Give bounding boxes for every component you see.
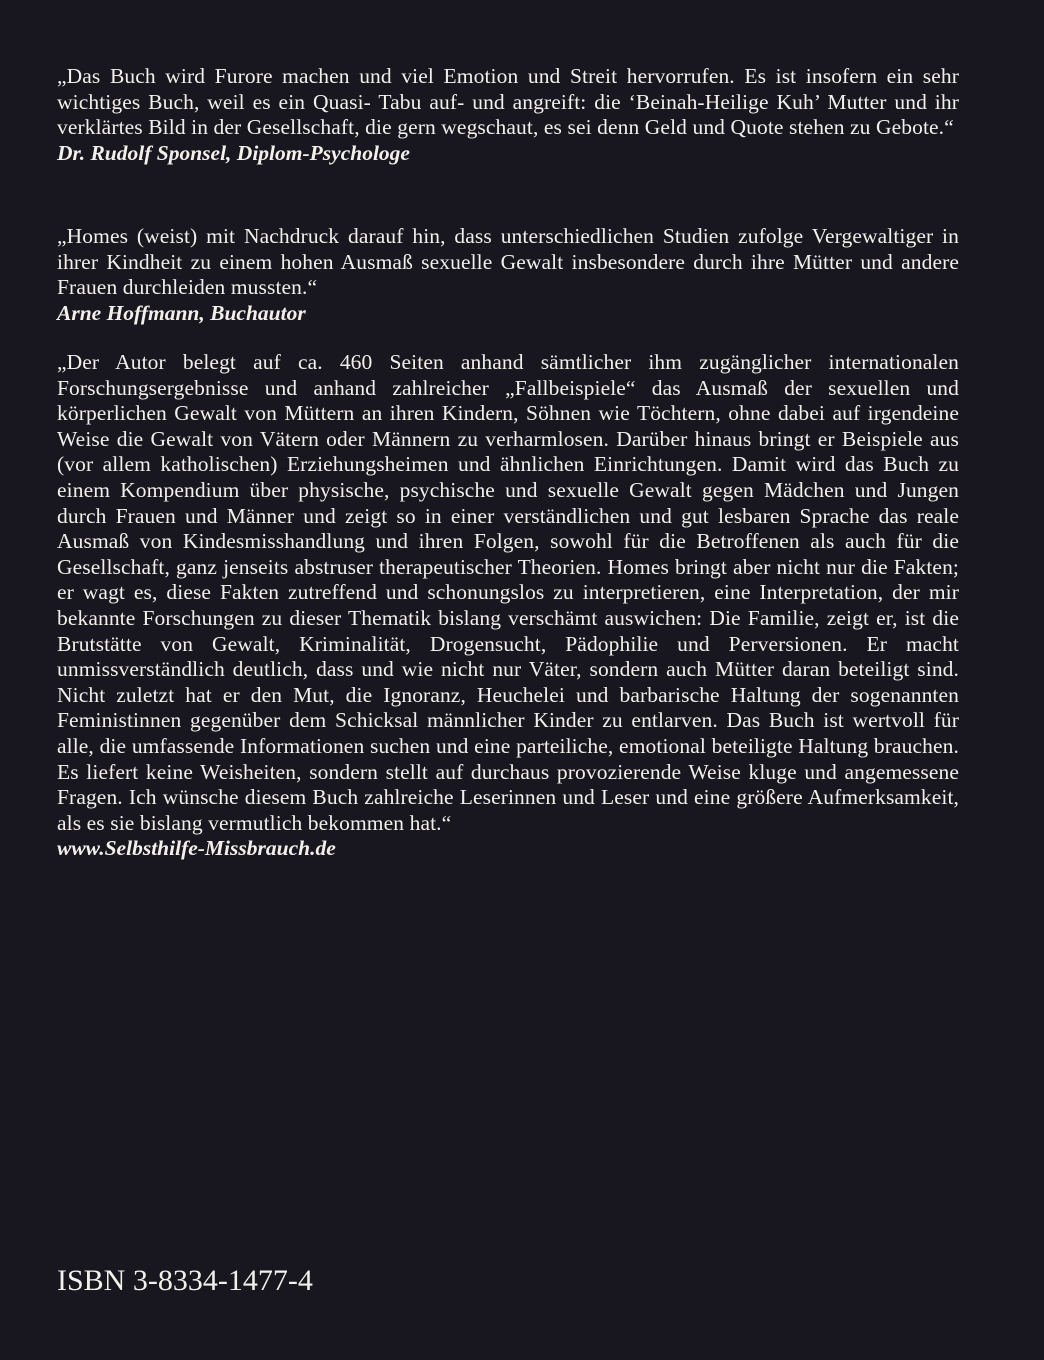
review-block (57, 64, 959, 166)
isbn-number: ISBN 3-8334-1477-4 (57, 1264, 313, 1297)
review-attribution: www.Selbsthilfe-Missbrauch.de (57, 836, 336, 861)
review-attribution: Arne Hoffmann, Buchautor (57, 300, 306, 325)
review-quote: „Der Autor belegt auf ca. 460 Seiten anhand sämtlicher ihm zugänglicher internationalen Forschungsergebnisse und anhand zahlreicher „Fallbeispiele“ das Ausmaß der sexuellen und körperlichen Gewalt von Müttern an ihren Kindern, Söhnen wie Töchtern, ohne dabei auf irgendeine Weise die Gewalt von Vätern oder Männern zu verharmlosen. Darüber hinaus bringt er Beispiele aus (vor allem katholischen) Erziehungsheimen und ähnlichen Einrichtungen. Damit wird das Buch zu einem Kompendium über physische, psychische und sexuelle Gewalt gegen Mädchen und Jungen durch Frauen und Männer und zeigt so in einer verständlichen und gut lesbaren Sprache das reale Ausmaß von Kindesmisshandlung und ihren Folgen, sowohl für die Betroffenen als auch für die Gesellschaft, ganz jenseits abstruser therapeutischer Theorien. Homes bringt aber nicht nur die Fakten; er wagt es, diese Fakten zutreffend und schonungslos zu interpretieren, eine Interpretation, der mir bekannte Forschungen zu dieser Thematik bislang verschämt auswichen: Die Familie, zeigt er, ist die Brutstätte von Gewalt, Kriminalität, Drogensucht, Pädophilie und Perversionen. Er macht unmissverständlich deutlich, dass und wie nicht nur Väter, sondern auch Mütter daran beteiligt sind. Nicht zuletzt hat er den Mut, die Ignoranz, Heuchelei und barbarische Haltung der sogenannten Feministinnen gegenüber dem Schicksal männlicher Kinder zu entlarven. Das Buch ist wertvoll für alle, die umfassende Informationen suchen und eine parteiliche, emotional beteiligte Haltung brauchen. Es liefert keine Weisheiten, sondern stellt auf durchaus provozierende Weise kluge und angemessene Fragen. Ich wünsche diesem Buch zahlreiche Leserinnen und Leser und eine größere Aufmerksamkeit, als es sie bislang vermutlich bekommen hat.“ (57, 350, 959, 835)
review-quote: „Das Buch wird Furore machen und viel Emotion und Streit hervorrufen. Es ist insofern ein sehr wichtiges Buch, weil es ein Quasi- Tabu auf- und angreift: die ‘Beinah-Heilige Kuh’ Mutter und ihr verklärtes Bild in der Gesellschaft, die gern wegschaut, es sei denn Geld und Quote stehen zu Gebote.“ (57, 64, 959, 140)
review-quote: „Homes (weist) mit Nachdruck darauf hin, dass unterschiedlichen Studien zufolge Vergewaltiger in ihrer Kindheit zu einem hohen Ausmaß sexuelle Gewalt insbesondere durch ihre Mütter und andere Frauen durchleiden mussten.“ (57, 224, 959, 300)
review-attribution: Dr. Rudolf Sponsel, Diplom-Psychologe (57, 140, 410, 165)
review-block (57, 350, 959, 862)
review-block (57, 224, 959, 326)
